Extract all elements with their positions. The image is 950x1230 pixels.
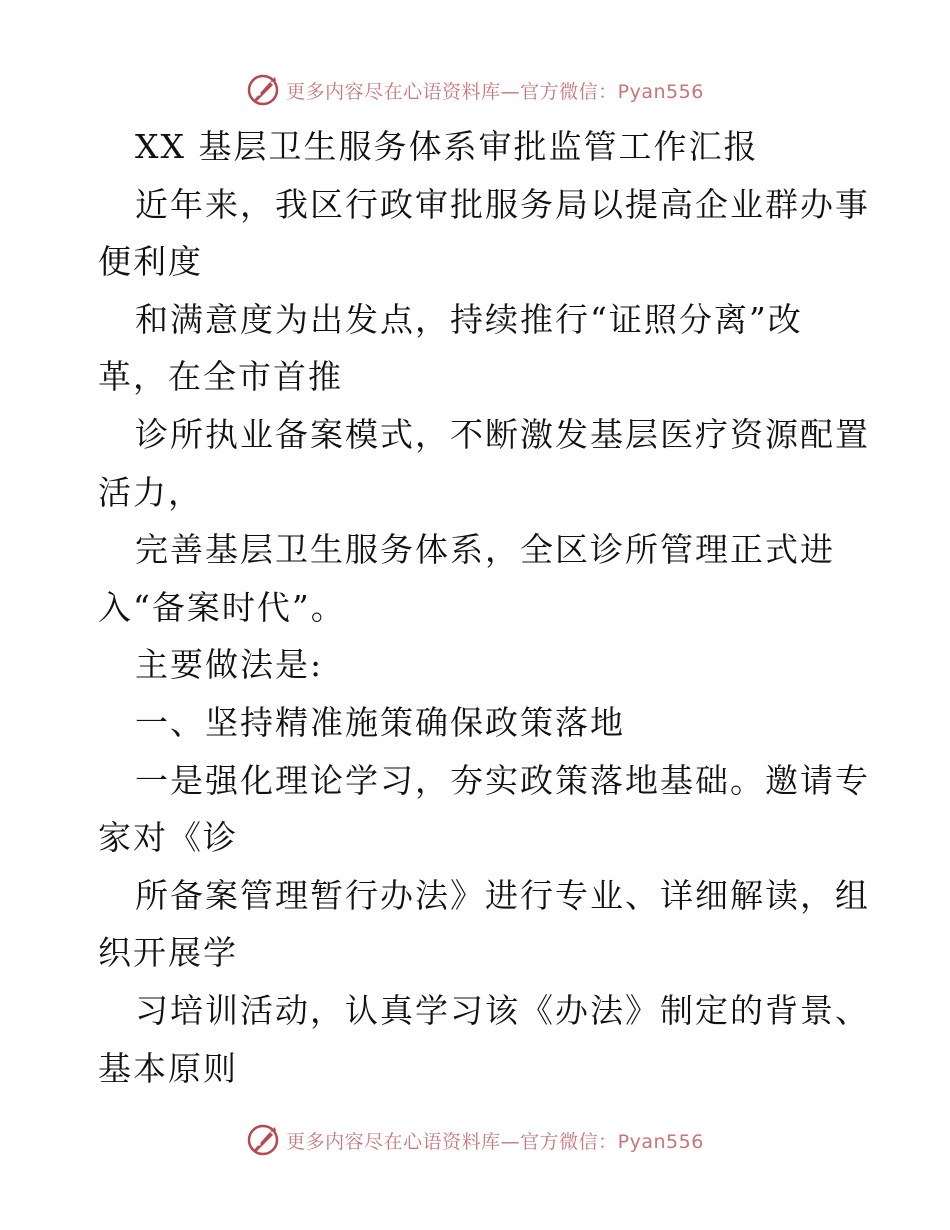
text-line: 便利度 (98, 242, 203, 282)
text-line: 基本原则 (98, 1048, 238, 1088)
quill-pen-logo-icon (246, 73, 280, 107)
text-line: 一、坚持精准施策确保政策落地 (135, 702, 625, 742)
text-line: 家对《诊 (98, 818, 238, 858)
header-watermark-banner (0, 70, 950, 110)
document-body (98, 118, 870, 1097)
text-line: 织开展学 (98, 933, 238, 973)
text-line: 活力， (98, 472, 203, 512)
text-line: 一是强化理论学习，夯实政策落地基础。邀请专 (135, 760, 870, 800)
footer-watermark-banner (0, 1120, 950, 1160)
document-title: XX 基层卫生服务体系审批监管工作汇报 (135, 127, 759, 166)
text-line: 主要做法是: (135, 645, 324, 685)
quill-pen-logo-icon (246, 1123, 280, 1157)
text-line: 近年来，我区行政审批服务局以提高企业群办事 (135, 184, 870, 224)
text-line: 完善基层卫生服务体系，全区诊所管理正式进 (135, 530, 835, 570)
text-line: 所备案管理暂行办法》进行专业、详细解读，组 (135, 875, 870, 915)
text-line: 和满意度为出发点，持续推行“证照分离”改 (135, 299, 803, 339)
text-line: 革，在全市首推 (98, 357, 343, 397)
watermark-text: 更多内容尽在心语资料库—官方微信：Pyan556 (286, 1130, 704, 1153)
text-line: 入“备案时代”。 (98, 587, 346, 627)
text-line: 习培训活动，认真学习该《办法》制定的背景、 (135, 990, 870, 1030)
text-line: 诊所执业备案模式，不断激发基层医疗资源配置 (135, 414, 870, 454)
watermark-text: 更多内容尽在心语资料库—官方微信：Pyan556 (286, 80, 704, 103)
